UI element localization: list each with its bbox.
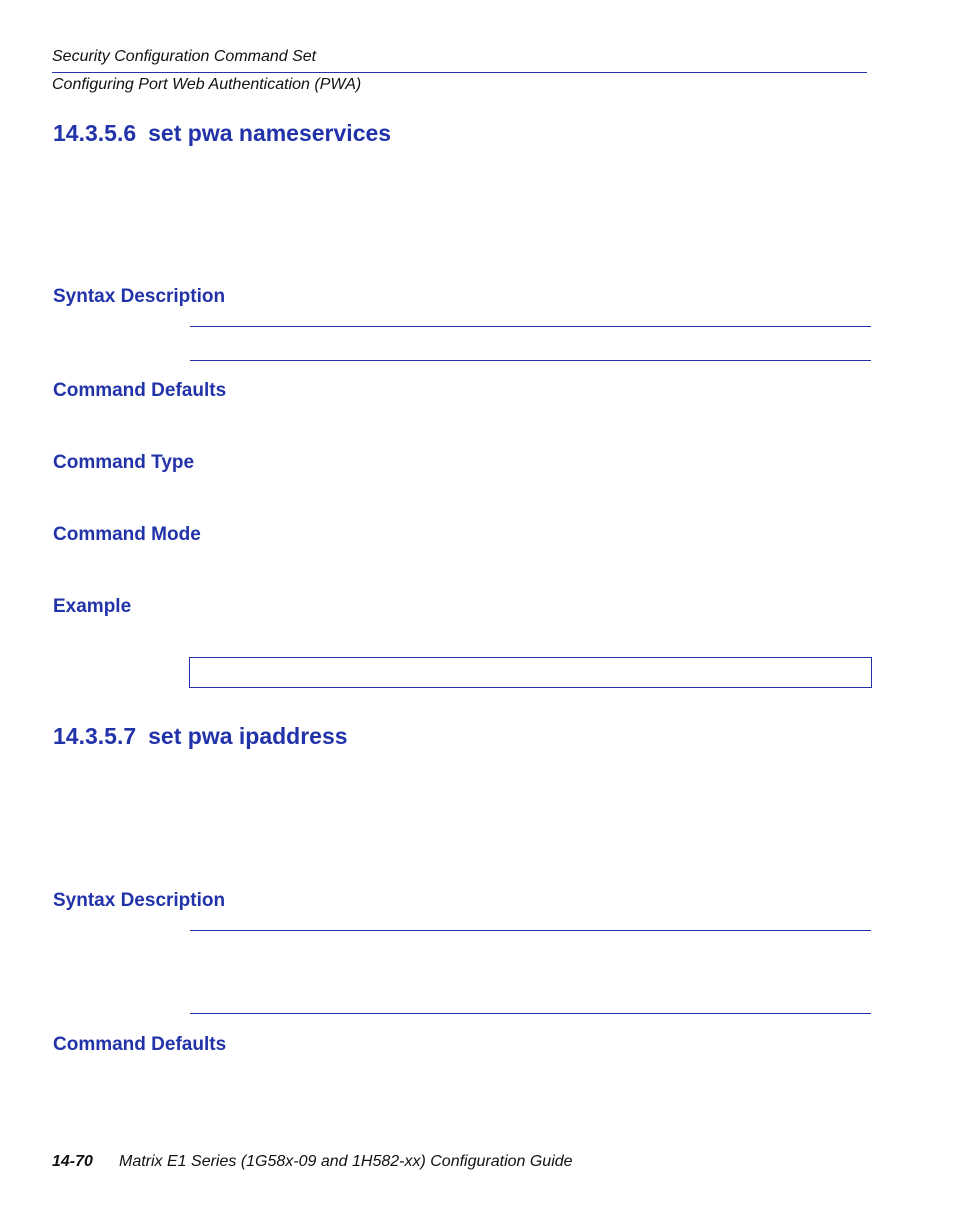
subhead-command-defaults: Command Defaults <box>53 1034 227 1055</box>
syntax-table-bottom-rule <box>190 1013 871 1014</box>
syntax-table-top-rule <box>190 930 871 931</box>
syntax-table-bottom-rule <box>190 360 871 361</box>
subhead-command-mode: Command Mode <box>53 524 201 545</box>
header-rule <box>52 72 867 73</box>
section-title-text: set pwa nameservices <box>148 120 392 146</box>
syntax-table-top-rule <box>190 326 871 327</box>
section-heading-nameservices <box>53 120 391 147</box>
subhead-syntax-description: Syntax Description <box>53 286 226 307</box>
subhead-command-type: Command Type <box>53 452 195 473</box>
section-number: 14.3.5.6 <box>53 120 137 146</box>
running-header-chapter: Security Configuration Command Set <box>52 48 317 65</box>
example-code-box <box>189 657 872 688</box>
section-heading-ipaddress <box>53 723 348 750</box>
footer-guide-title: Matrix E1 Series (1G58x-09 and 1H582-xx) Configuration Guide <box>119 1153 573 1170</box>
subhead-syntax-description: Syntax Description <box>53 890 226 911</box>
subhead-example: Example <box>53 596 132 617</box>
section-number: 14.3.5.7 <box>53 723 137 749</box>
running-header-section: Configuring Port Web Authentication (PWA) <box>52 76 362 93</box>
subhead-command-defaults: Command Defaults <box>53 380 227 401</box>
footer-page-number: 14-70 <box>52 1153 93 1170</box>
section-title-text: set pwa ipaddress <box>148 723 348 749</box>
